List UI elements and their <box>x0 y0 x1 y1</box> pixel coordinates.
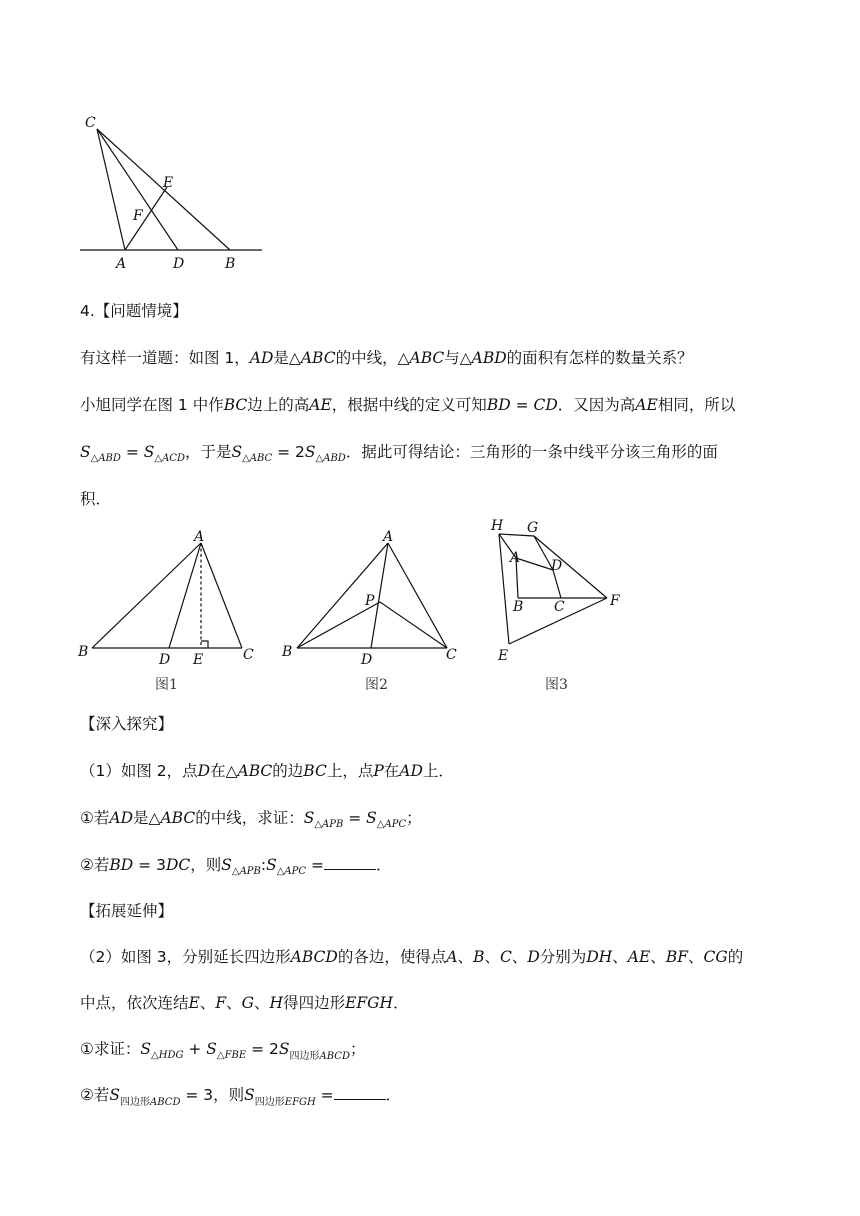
fig2-label-C: C <box>446 647 457 663</box>
top-figure <box>70 110 270 275</box>
fig1-label-D: D <box>159 652 171 668</box>
figure-1 <box>75 525 265 695</box>
fig3-label-H: H <box>491 518 504 534</box>
label-C: C <box>85 115 96 131</box>
label-E: E <box>163 175 174 191</box>
problem-line-4: 积． <box>80 490 112 508</box>
part1-item1: ①若AD是△ABC的中线，求证：$S_{\triangle APB} = S_{\triangle APC}$； <box>80 809 422 830</box>
fig3-label-F: F <box>610 593 620 609</box>
part2-statement-2: 中点，依次连结E、F、G、H得四边形EFGH． <box>80 994 409 1012</box>
label-F: F <box>133 208 143 224</box>
fig3-label-A: A <box>510 550 521 566</box>
part2-item2: ②若$S_{四边形ABCD} = 3$，则$S_{四边形EFGH}$ = ． <box>80 1086 402 1108</box>
label-A: A <box>116 256 127 272</box>
part2-statement-1: （2）如图 3，分别延长四边形ABCD的各边，使得点A、B、C、D分别为DH、AE、BF、CG的 <box>80 948 744 966</box>
figure-3 <box>485 510 635 695</box>
fig3-label-D: D <box>551 558 563 574</box>
fig1-label-B: B <box>78 644 89 660</box>
section-deep-title: 【深入探究】 <box>80 715 174 733</box>
fig2-label-B: B <box>282 644 293 660</box>
fig3-label-C: C <box>554 599 565 615</box>
fig2-label-D: D <box>361 652 373 668</box>
fig3-label-G: G <box>527 520 539 536</box>
fig3-caption: 图3 <box>545 677 568 693</box>
fig2-caption: 图2 <box>365 677 388 693</box>
fig2-label-A: A <box>383 529 394 545</box>
answer-blank-2[interactable] <box>334 1085 386 1100</box>
section-extend-title: 【拓展延伸】 <box>80 902 174 920</box>
answer-blank-1[interactable] <box>324 855 376 870</box>
fig1-caption: 图1 <box>155 677 178 693</box>
problem-line-1: 有这样一道题：如图 1，AD是△ABC的中线，△ABC与△ABD的面积有怎样的数量关系？ <box>80 349 693 367</box>
label-B: B <box>225 256 236 272</box>
fig2-label-P: P <box>365 593 375 609</box>
figure-2 <box>280 525 470 695</box>
fig1-label-C: C <box>243 647 254 663</box>
fig3-label-B: B <box>513 599 524 615</box>
part1-statement: （1）如图 2，点D在△ABC的边BC上，点P在AD上． <box>80 762 454 780</box>
fig3-label-E: E <box>498 648 509 664</box>
problem-line-3: $S_{\triangle ABD} = S_{\triangle ACD}$，于是$S_{\triangle ABC} = 2S_{\triangle ABD}$．据此可得结论：三角形的一条中线平分该三角形的面 <box>80 443 718 464</box>
part1-item2: ②若BD = 3DC，则$S_{\triangle APB}:S_{\triangle APC}$ = ． <box>80 856 392 877</box>
fig1-label-E: E <box>193 652 204 668</box>
problem-line-2: 小旭同学在图 1 中作BC边上的高AE，根据中线的定义可知BD = CD．又因为高AE相同，所以 <box>80 396 736 414</box>
label-D: D <box>173 256 185 272</box>
problem-title: 4.【问题情境】 <box>80 302 188 320</box>
fig1-label-A: A <box>194 529 205 545</box>
part2-item1: ①求证：$S_{\triangle HDG} + S_{\triangle FBE} = 2S_{四边形ABCD}$； <box>80 1040 366 1062</box>
